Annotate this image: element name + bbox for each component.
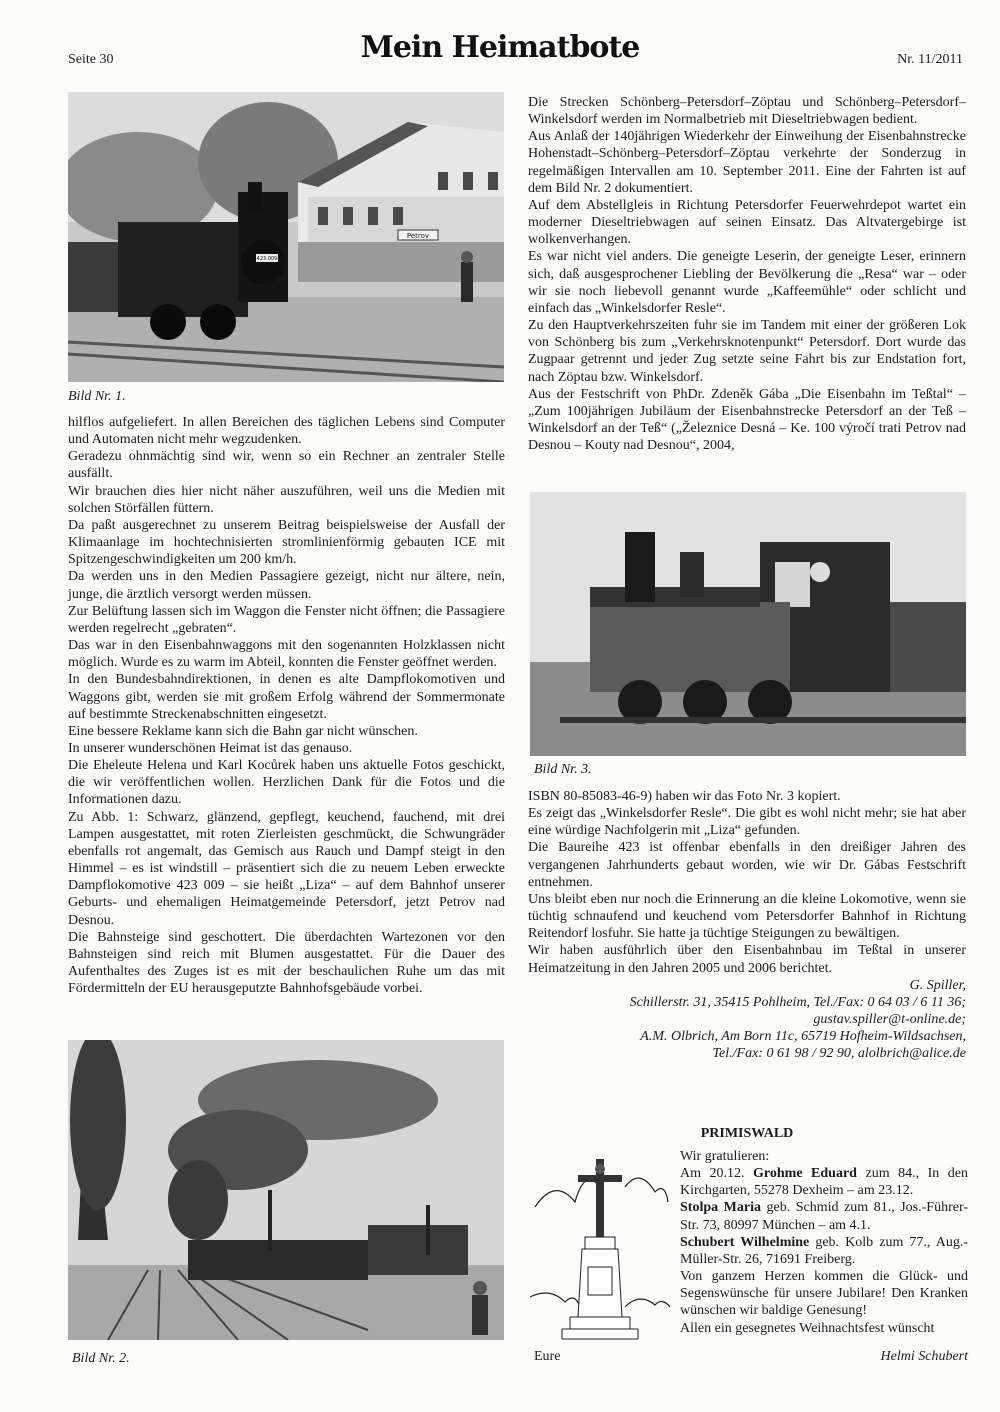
paragraph: Die Strecken Schönberg–Petersdorf–Zöptau und Schönberg–Petersdorf–Winkelsdorf werden im Normalbetrieb mit Dieseltriebwagen bedient. [528, 95, 966, 128]
primiswald-section [528, 1125, 966, 1142]
paragraph: Zu den Hauptverkehrszeiten fuhr sie im Tandem mit einer der größeren Lok von Schönberg bis zum „Verkehrsknotenpunkt“ Petersdorf. Dort wurde das Zugpaar getrennt und jeder Zug setzte seine Fahrt bis zur Endstation fort, nach Zöptau bzw. Winkelsdorf. [528, 318, 966, 385]
author-address: Schillerstr. 31, 35415 Pohlheim, Tel./Fax: 0 64 03 / 6 11 36; [629, 994, 966, 1010]
paragraph: Auf dem Abstellgleis in Richtung Petersdorfer Feuerwehrdepot wartet ein moderner Dieseltriebwagen auf seinen Einsatz. Das Altvatergebirge ist wolkenverhangen. [528, 197, 966, 248]
jubilar-name: Schubert Wilhelmine [680, 1234, 810, 1250]
photo-3-winkelsdorfer-resle [530, 492, 966, 756]
photo-1-steam-locomotive-station [68, 92, 504, 382]
paragraph: Die Bahnsteige sind geschottert. Die überdachten Wartezonen vor den Bahnsteigen sind reich mit Blumen ausgestattet. Für die Dauer des Aufenthaltes des Zuges ist es mit der beschaulichen Ruhe um das mit Fördermitteln der EU herausgeputzte Bahnhofsgebäude vorbei. [68, 929, 505, 997]
paragraph: hilflos aufgeliefert. In allen Bereichen des täglichen Lebens sind Computer und Automaten nicht mehr wegzudenken. [68, 415, 505, 448]
paragraph: Es war nicht viel anders. Die geneigte Leserin, der geneigte Leser, erinnern sich, daß ausgesprochener Liebling der Bevölkerung die „Resa“ war – oder wir sie noch liebevoll genannt wurde „Kaffeemühle“ oder schlicht und einfach das „Winkelsdorfer Resle“. [528, 249, 966, 316]
birthday-entry: Schubert Wilhelmine geb. Kolb zum 77., Aug.-Müller-Str. 26, 71691 Freiberg. [680, 1234, 968, 1267]
paragraph: Die Eheleute Helena und Karl Kocůrek haben uns aktuelle Fotos geschickt, die wir veröffentlichen wollen. Herzlichen Dank für die Fotos und die Informationen dazu. [68, 758, 505, 808]
greeting-intro: Wir gratulieren: [680, 1149, 770, 1164]
paragraph: Die Baureihe 423 ist offenbar ebenfalls in den dreißiger Jahren des vergangenen Jahrhunderts gebaut worden, wie wir Dr. Gábas Festschrift entnehmen. [528, 840, 966, 890]
author-email: gustav.spiller@t-online.de; [813, 1012, 966, 1028]
closing-eure: Eure [534, 1349, 561, 1364]
jubilar-name: Grohme Eduard [753, 1166, 857, 1182]
jubilar-name: Stolpa Maria [680, 1200, 761, 1216]
caption-bild-2: Bild Nr. 2. [72, 1351, 130, 1366]
paragraph: Zu Abb. 1: Schwarz, glänzend, gepflegt, keuchend, fauchend, mit drei Lampen ausgestattet, mit roten Zierleisten geschmückt, die Schwungräder ebenfalls rot angemalt, das Gemisch aus Rauch und Dampf steigt in den Himmel – es ist windstill – präsentiert sich die zu neuem Leben erweckte Dampflokomotive 423 009 – sie heißt „Liza“ – auf dem Bahnhof unserer Geburts- und ehemaligen Heimatgemeinde Petersdorf, jetzt Petrov nad Desnou. [68, 809, 505, 928]
paragraph: Wir haben ausführlich über den Eisenbahnbau im Teßtal in unserer Heimatzeitung in den Jahren 2005 und 2006 berichtet. [528, 943, 966, 976]
paragraph: ISBN 80-85083-46-9) haben wir das Foto Nr. 3 kopiert. [528, 789, 841, 804]
photo-2-train-with-smoke [68, 1040, 504, 1340]
birthday-entry: Am 20.12. Grohme Eduard zum 84., In den Kirchgarten, 55278 Dexheim – am 23.12. [680, 1166, 968, 1199]
author-signature: G. Spiller, [909, 977, 966, 993]
section-title: PRIMISWALD [700, 1126, 794, 1141]
issue-number: Nr. 11/2011 [897, 52, 963, 67]
station-sign-text: Petrov [406, 232, 430, 240]
masthead-title: Mein Heimatbote [360, 30, 640, 65]
paragraph: In den Bundesbahndirektionen, in denen es alte Dampflokomotiven und Waggons gibt, werden sie mit großem Erfolg während der Sommermonate auf bestimmte Streckenabschnitten eingesetzt. [68, 672, 505, 722]
paragraph: In unserer wunderschönen Heimat ist das genauso. [68, 740, 353, 756]
caption-bild-1: Bild Nr. 1. [68, 389, 126, 404]
paragraph: Wir brauchen dies hier nicht näher auszuführen, weil uns die Medien mit solchen Störfällen füttern. [68, 483, 505, 516]
coauthor-phone: Tel./Fax: 0 61 98 / 92 90, alolbrich@alice.de [712, 1046, 966, 1062]
page-number: Seite 30 [68, 52, 114, 67]
closing-text: Allen ein gesegnetes Weihnachtsfest wünscht [680, 1320, 935, 1336]
birthday-entry: Stolpa Maria geb. Schmid zum 81., Jos.-Führer-Str. 73, 80997 München – am 4.1. [680, 1200, 968, 1233]
paragraph: Es zeigt das „Winkelsdorfer Resle“. Die gibt es wohl nicht mehr; sie hat aber eine würdige Nachfolgerin mit „Liza“ gefunden. [528, 806, 966, 839]
paragraph: Aus Anlaß der 140jährigen Wiederkehr der Einweihung der Eisenbahnstrecke Hohenstadt–Schönberg–Petersdorf–Zöptau verkehrte der Sonderzug in regelmäßigen Intervallen am 10. September 2011. Eine der Fahrten ist auf dem Bild Nr. 2 dokumentiert. [528, 129, 966, 196]
loco-number-text: 423.009 [256, 256, 278, 262]
paragraph: Da paßt ausgerechnet zu unserem Beitrag beispielsweise der Ausfall der Klimaanlage im hochtechnisierten stromlinienförmig gebauten ICE mit Spitzengeschwindigkeiten um 200 km/h. [68, 517, 505, 568]
right-column-text-mid [528, 788, 966, 1063]
paragraph: Uns bleibt eben nur noch die Erinnerung an die kleine Lokomotive, wenn sie tüchtig schnaufend und keuchend vom Petersdorfer Bahnhof in Richtung Reitendorf losfuhr. Sie hatte ja tüchtige Steigungen zu bewältigen. [528, 891, 966, 942]
wishes-text: Von ganzem Herzen kommen die Glück- und Segenswünsche für unsere Jubilare! Den Kranken wünschen wir baldige Genesung! [680, 1269, 968, 1319]
right-column-text-top [528, 94, 966, 454]
paragraph: Da werden uns in den Medien Passagiere gezeigt, nicht nur ältere, nein, junge, die ärztlich versorgt werden müssen. [68, 569, 505, 602]
paragraph: Das war in den Eisenbahnwaggons mit den sogenannten Holzklassen nicht möglich. Wurde es zu warm im Abteil, konnten die Fenster geöffnet werden. [68, 638, 505, 671]
paragraph: Eine bessere Reklame kann sich die Bahn gar nicht wünschen. [68, 723, 418, 739]
primiswald-greetings [680, 1148, 968, 1337]
coauthor-address: A.M. Olbrich, Am Born 11c, 65719 Hofheim-Wildsachsen, [640, 1029, 966, 1045]
paragraph: Aus der Festschrift von PhDr. Zdeněk Gába „Die Eisenbahn im Teßtal“ – „Zum 100jährigen Jubiläum der Eisenbahnstrecke Petersdorf an der Teß – Winkelsdorf an der Teß“ („Železnice Desná – Ke. 100 výročí trati Petrov nad Desnou – Kouty nad Desnou“, 2004, [528, 386, 966, 454]
left-column-text [68, 414, 505, 997]
closing-signer: Helmi Schubert [880, 1349, 968, 1364]
caption-bild-3: Bild Nr. 3. [534, 762, 592, 777]
crucifix-drawing [530, 1147, 670, 1347]
paragraph: Zur Belüftung lassen sich im Waggon die Fenster nicht öffnen; die Passagiere werden regelrecht „gebraten“. [68, 603, 505, 636]
paragraph: Geradezu ohnmächtig sind wir, wenn so ein Rechner an zentraler Stelle ausfällt. [68, 449, 505, 482]
